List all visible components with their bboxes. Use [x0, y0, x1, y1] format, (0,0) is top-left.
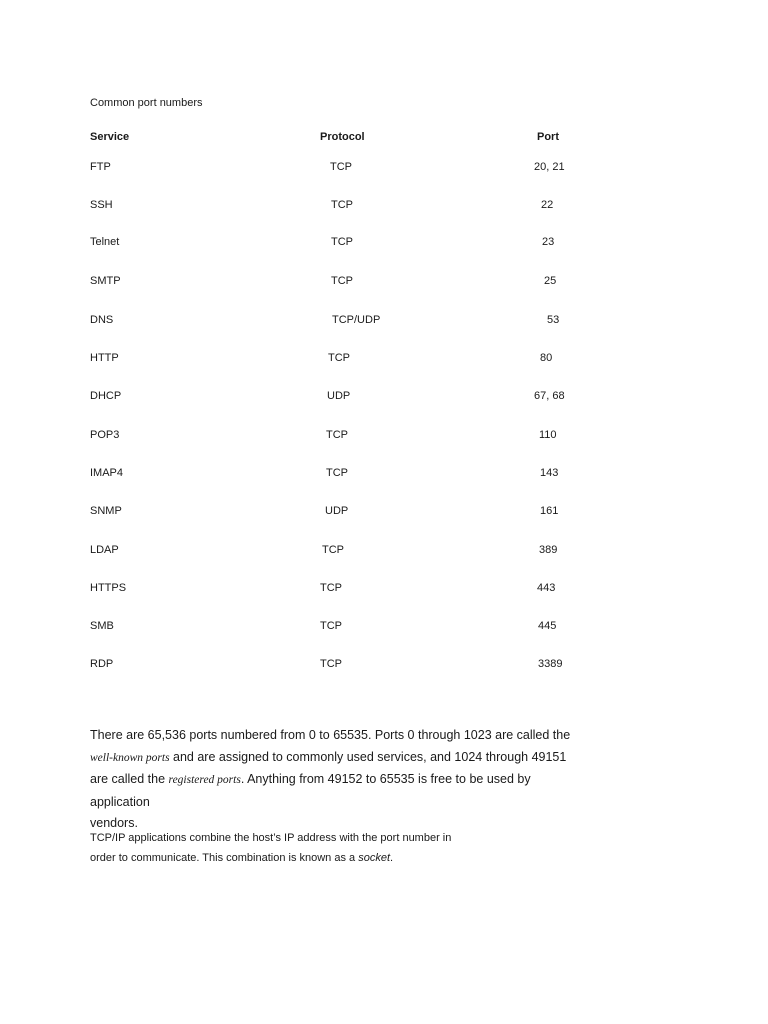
protocol-cell: TCP/UDP	[332, 314, 381, 326]
paragraph-text: TCP/IP applications combine the host’s IP address with the port number in	[90, 832, 452, 844]
protocol-cell: TCP	[328, 352, 350, 364]
service-cell: RDP	[90, 658, 114, 670]
protocol-cell: TCP	[326, 467, 348, 479]
service-cell: LDAP	[90, 544, 119, 556]
port-cell: 20, 21	[534, 161, 565, 173]
paragraph-text: . Anything from 49152 to 65535 is free to be used by application	[90, 772, 531, 809]
protocol-cell: UDP	[325, 505, 349, 517]
service-cell: HTTP	[90, 352, 119, 364]
service-cell: IMAP4	[90, 467, 124, 479]
protocol-cell: TCP	[320, 582, 342, 594]
service-cell: SNMP	[90, 505, 122, 517]
service-cell: HTTPS	[90, 582, 127, 594]
service-cell: SSH	[90, 199, 113, 211]
well-known-ports-term: well-known ports	[90, 751, 170, 764]
service-cell: POP3	[90, 429, 120, 441]
paragraph-text: .	[390, 852, 394, 864]
service-cell: DHCP	[90, 390, 122, 402]
port-cell: 143	[540, 467, 559, 479]
port-cell: 53	[547, 314, 560, 326]
service-cell: SMTP	[90, 275, 121, 287]
ports-explanation-paragraph	[90, 725, 590, 835]
paragraph-text: There are 65,536 ports numbered from 0 to 65535. Ports 0 through 1023 are called the	[90, 728, 571, 742]
port-cell: 67, 68	[534, 390, 565, 402]
paragraph-text: order to communicate. This combination is known as a	[90, 852, 359, 864]
column-header-port: Port	[537, 131, 559, 143]
port-cell: 23	[542, 236, 555, 248]
port-cell: 25	[544, 275, 557, 287]
service-cell: SMB	[90, 620, 114, 632]
protocol-cell: TCP	[320, 620, 342, 632]
protocol-cell: TCP	[320, 658, 342, 670]
port-cell: 389	[539, 544, 558, 556]
column-header-service: Service	[90, 131, 130, 143]
page-heading: Common port numbers	[90, 97, 203, 109]
protocol-cell: TCP	[330, 161, 352, 173]
port-cell: 443	[537, 582, 556, 594]
paragraph-text: are called the	[90, 772, 169, 786]
port-cell: 22	[541, 199, 554, 211]
port-cell: 445	[538, 620, 557, 632]
protocol-cell: TCP	[331, 199, 353, 211]
protocol-cell: TCP	[331, 236, 353, 248]
paragraph-text: and are assigned to commonly used services, and 1024 through 49151	[169, 749, 567, 764]
port-cell: 80	[540, 352, 553, 364]
column-header-protocol: Protocol	[320, 131, 365, 143]
protocol-cell: TCP	[326, 429, 348, 441]
port-cell: 3389	[538, 658, 563, 670]
protocol-cell: TCP	[331, 275, 353, 287]
service-cell: FTP	[90, 161, 111, 173]
socket-paragraph	[90, 828, 570, 868]
port-cell: 161	[540, 505, 559, 517]
socket-term: socket	[358, 852, 390, 864]
port-cell: 110	[539, 429, 557, 441]
service-cell: DNS	[90, 314, 114, 326]
registered-ports-term: registered ports	[168, 774, 241, 786]
protocol-cell: UDP	[327, 390, 351, 402]
service-cell: Telnet	[90, 236, 120, 248]
paragraph-text: vendors.	[90, 816, 138, 830]
protocol-cell: TCP	[322, 544, 344, 556]
